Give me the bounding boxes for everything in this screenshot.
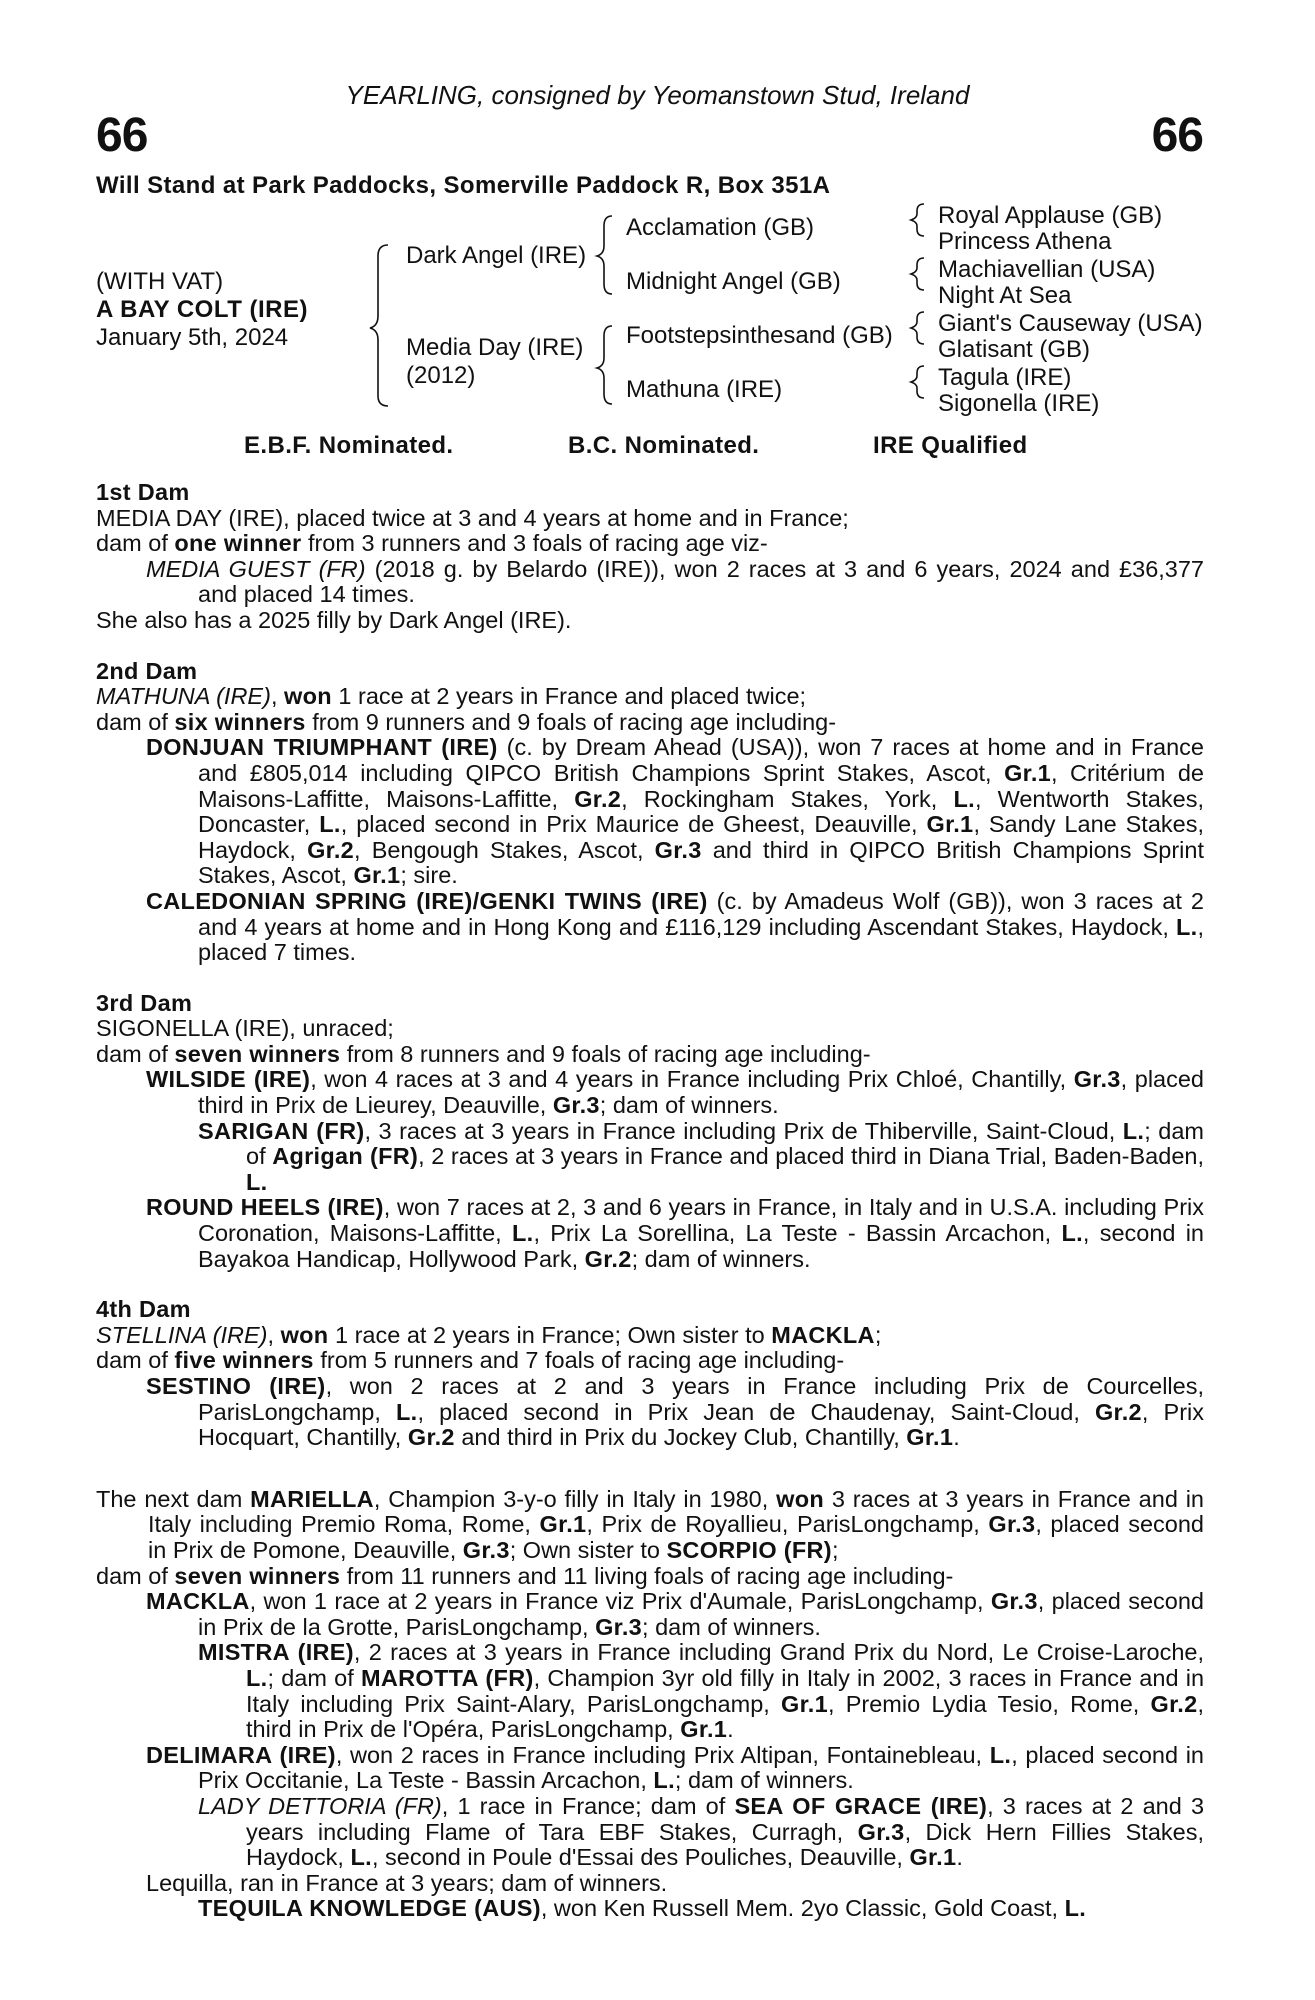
horse-name: A BAY COLT (IRE) (96, 296, 309, 323)
grade: L. (989, 1741, 1012, 1768)
first-dam-heading: 1st Dam (96, 479, 190, 505)
text: , placed second in Prix Jean de Chaudenay, Saint-Cloud, (417, 1398, 1095, 1425)
horse-name: SEA OF GRACE (IRE) (734, 1792, 988, 1819)
text: , placed second in Prix de la Grotte, ParisLongchamp, (198, 1588, 1204, 1640)
produce-record-media-guest (96, 557, 1204, 608)
text: (c. by Dream Ahead (USA)), won 7 races at home and in France and £805,014 including QIPCO British Champions Sprint Stakes, Ascot, (198, 734, 1204, 786)
grade: Gr.2 (307, 836, 355, 863)
text: , Bengough Stakes, Ascot, (354, 836, 655, 863)
text: , 2 races at 3 years in France and placed third in Diana Trial, Baden-Baden, (418, 1143, 1204, 1170)
text: , Champion 3-y-o filly in Italy in 1980, (373, 1485, 777, 1512)
horse-name: ROUND HEELS (IRE) (146, 1194, 384, 1221)
third-dam-line: SIGONELLA (IRE), unraced; (96, 1015, 394, 1042)
text: , won 4 races at 3 and 4 years in France including Prix Chloé, Chantilly, (310, 1066, 1074, 1093)
text: , placed 7 times. (198, 913, 1204, 966)
ss-sire: Royal Applause (GB) (938, 202, 1163, 229)
produce-record-caledonian-spring (96, 889, 1204, 966)
text: , Sandy Lane Stakes, Haydock, (198, 811, 1204, 863)
pedigree-brackets (0, 0, 1315, 440)
text: and third in QIPCO British Champions Sprint Stakes, Ascot, (198, 836, 1204, 889)
text: dam of (96, 1562, 175, 1589)
dam-sire: Footstepsinthesand (GB) (626, 322, 893, 349)
dd-dam: Sigonella (IRE) (938, 390, 1100, 417)
dam: Media Day (IRE) (406, 334, 584, 361)
produce-record-sarigan (96, 1119, 1204, 1196)
second-dam-section (96, 659, 1204, 966)
grade: L. (246, 1664, 268, 1691)
grade: Gr.1 (353, 862, 401, 889)
next-dam-paragraph (96, 1487, 1204, 1564)
horse-name: DONJUAN TRIUMPHANT (IRE) (146, 734, 498, 761)
grade: L. (1175, 913, 1198, 940)
text: , 3 races at 3 years in France including Prix de Thiberville, Saint-Cloud, (364, 1117, 1123, 1144)
grade: Gr.1 (909, 1844, 957, 1871)
grade: Gr.1 (680, 1716, 728, 1743)
text: , (267, 1321, 281, 1348)
horse-name: DELIMARA (IRE) (146, 1741, 336, 1768)
grade: Gr.3 (1073, 1066, 1121, 1093)
grade: L. (319, 811, 341, 838)
text: from 5 runners and 7 foals of racing age including- (313, 1347, 845, 1374)
produce-record-tequila-knowledge (96, 1896, 1204, 1922)
fourth-dam-line (96, 1323, 1204, 1349)
text: , second in Bayakoa Handicap, Hollywood Park, (198, 1220, 1204, 1272)
stand-location: Will Stand at Park Paddocks, Somerville Paddock R, Box 351A (96, 172, 831, 199)
text: ; dam of winners. (631, 1245, 811, 1272)
grade: L. (246, 1168, 268, 1195)
text: , 3 races at 2 and 3 years including Flame of Tara EBF Stakes, Curragh, (246, 1792, 1205, 1845)
text: dam of (96, 708, 175, 735)
text: , placed third in Prix de Lieurey, Deauville, (198, 1066, 1204, 1119)
text: . (953, 1424, 960, 1451)
horse-name: MACKLA (771, 1321, 875, 1348)
grade: L. (1061, 1220, 1083, 1247)
horse-name: MARIELLA (250, 1485, 374, 1512)
lot-number-left: 66 (96, 109, 148, 162)
text: , Prix Hocquart, Chantilly, (198, 1398, 1204, 1451)
text: from 11 runners and 11 living foals of racing age including- (340, 1562, 954, 1589)
text: The next dam (96, 1485, 251, 1512)
grade: Gr.2 (584, 1245, 632, 1272)
text-bold: won (280, 1321, 329, 1348)
text: ; sire. (400, 862, 458, 889)
text: , Critérium de Maisons-Laffitte, Maisons-Laffitte, (198, 759, 1204, 812)
text: from 9 runners and 9 foals of racing age including- (305, 708, 837, 735)
text: , placed second in Prix Maurice de Gheest, Deauville, (340, 811, 927, 838)
next-dam-produce-summary (96, 1564, 1204, 1590)
produce-record-donjuan-triumphant (96, 735, 1204, 889)
text: . (727, 1716, 734, 1743)
vat-note: (WITH VAT) (96, 268, 224, 295)
text: dam of (96, 1347, 175, 1374)
bc-nomination: B.C. Nominated. (568, 432, 760, 459)
bracket-ds (911, 312, 924, 344)
horse-name: SARIGAN (FR) (198, 1117, 365, 1144)
bracket-main (370, 245, 388, 406)
fourth-dam-produce-summary (96, 1348, 1204, 1374)
text: , third in Prix de l'Opéra, ParisLongchamp, (246, 1690, 1204, 1743)
third-dam-section (96, 991, 1204, 1273)
horse-name: SCORPIO (FR) (666, 1536, 832, 1563)
text: and third in Prix du Jockey Club, Chantilly, (454, 1424, 907, 1451)
fourth-dam-section (96, 1297, 1204, 1451)
text: , 2 races at 3 years in France including Grand Prix du Nord, Le Croise-Laroche, (353, 1639, 1204, 1666)
horse-name: LADY DETTORIA (FR) (198, 1792, 442, 1819)
text: , won 1 race at 2 years in France viz Prix d'Aumale, ParisLongchamp, (249, 1588, 991, 1615)
sire-sire: Acclamation (GB) (626, 214, 815, 241)
grade: L. (953, 785, 975, 812)
text: from 3 runners and 3 foals of racing age viz- (301, 530, 768, 557)
text: , Champion 3yr old filly in Italy in 2002, 3 races in France and in Italy including Prix Saint-Alary, ParisLongchamp, (246, 1664, 1205, 1717)
text: ; dam of (267, 1664, 361, 1691)
grade: Gr.1 (906, 1424, 954, 1451)
text: dam of (96, 530, 175, 557)
text: , won 2 races in France including Prix Altipan, Fontainebleau, (335, 1741, 990, 1768)
produce-record-mackla (96, 1589, 1204, 1640)
winner-count: one winner (174, 530, 302, 557)
horse-name: MAROTTA (FR) (360, 1664, 534, 1691)
text: , (270, 683, 284, 710)
text: ; dam of winners. (599, 1092, 779, 1119)
horse-dob: January 5th, 2024 (96, 324, 289, 351)
ds-sire: Giant's Causeway (USA) (938, 310, 1203, 337)
sd-sire: Machiavellian (USA) (938, 256, 1156, 283)
grade: Gr.1 (926, 811, 974, 838)
dd-sire: Tagula (IRE) (938, 364, 1072, 391)
grade: Gr.3 (654, 836, 702, 863)
text: , placed second in Prix de Pomone, Deauville, (148, 1511, 1204, 1563)
grade: L. (395, 1398, 418, 1425)
horse-name: MATHUNA (IRE) (96, 683, 271, 710)
grade: Gr.1 (1004, 759, 1052, 786)
text: from 8 runners and 9 foals of racing age including- (340, 1040, 871, 1067)
first-dam-produce-summary (96, 531, 1204, 557)
text: ; (874, 1321, 882, 1348)
sire: Dark Angel (IRE) (406, 242, 587, 269)
horse-name: WILSIDE (IRE) (146, 1066, 311, 1093)
second-dam-produce-summary (96, 710, 1204, 736)
horse-name: SESTINO (IRE) (146, 1373, 326, 1399)
text: , 1 race in France; dam of (441, 1792, 735, 1819)
text: , Prix La Sorellina, La Teste - Bassin Arcachon, (533, 1220, 1062, 1247)
grade: Gr.3 (595, 1613, 643, 1640)
text: , won Ken Russell Mem. 2yo Classic, Gold Coast, (540, 1895, 1065, 1922)
dam-dam: Mathuna (IRE) (626, 376, 783, 403)
winner-count: five winners (174, 1347, 314, 1374)
grade: Gr.2 (407, 1424, 455, 1451)
third-dam-produce-summary (96, 1042, 1204, 1068)
first-dam-section (96, 480, 1204, 634)
grade: L. (1064, 1895, 1087, 1922)
horse-name: STELLINA (IRE) (96, 1321, 268, 1348)
grade: Gr.1 (781, 1690, 828, 1717)
second-dam-heading: 2nd Dam (96, 657, 198, 684)
text: ; (831, 1536, 839, 1563)
first-dam-line: MEDIA DAY (IRE), placed twice at 3 and 4 years at home and in France; (96, 504, 849, 531)
grade: L. (653, 1767, 675, 1794)
produce-record-lequilla: Lequilla, ran in France at 3 years; dam of winners. (146, 1869, 668, 1896)
sd-dam: Night At Sea (938, 282, 1072, 309)
grade: Gr.3 (988, 1511, 1036, 1538)
dam-year: (2012) (406, 362, 476, 389)
next-dam-section (96, 1487, 1204, 1922)
text: ; dam of (246, 1117, 1204, 1170)
text: (c. by Amadeus Wolf (GB)), won 3 races at 2 and 4 years at home and in Hong Kong and £116,129 including Ascendant Stakes, Haydock, (198, 887, 1204, 940)
produce-record-wilside (96, 1067, 1204, 1118)
horse-name: Agrigan (FR) (272, 1143, 419, 1170)
bracket-dam (597, 326, 612, 404)
bracket-ss (911, 204, 924, 236)
ds-dam: Glatisant (GB) (938, 336, 1091, 363)
text: ; Own sister to (509, 1536, 667, 1563)
sire-dam: Midnight Angel (GB) (626, 268, 841, 295)
winner-count: seven winners (174, 1562, 341, 1589)
first-dam-note: She also has a 2025 filly by Dark Angel (IRE). (96, 606, 572, 633)
catalogue-body (96, 480, 1204, 1922)
produce-record-delimara (96, 1743, 1204, 1794)
bracket-sd (911, 258, 924, 290)
ss-dam: Princess Athena (938, 228, 1112, 255)
produce-record-round-heels (96, 1195, 1204, 1272)
second-dam-line (96, 684, 1204, 710)
text: ; dam of winners. (674, 1767, 854, 1794)
horse-name: MACKLA (146, 1588, 250, 1615)
text: , placed second in Prix Occitanie, La Teste - Bassin Arcachon, (198, 1741, 1204, 1794)
text: ; dam of winners. (642, 1613, 821, 1640)
grade: L. (1122, 1117, 1145, 1144)
bracket-dd (911, 366, 924, 398)
text: . (956, 1844, 963, 1871)
text: , Dick Hern Fillies Stakes, Haydock, (246, 1818, 1204, 1871)
horse-name: MISTRA (IRE) (198, 1639, 354, 1666)
fourth-dam-heading: 4th Dam (96, 1296, 191, 1323)
text: 3 races at 3 years in France and in Italy including Premio Roma, Rome, (148, 1485, 1204, 1538)
text: , Wentworth Stakes, Doncaster, (198, 785, 1204, 838)
text: , Prix de Royallieu, ParisLongchamp, (586, 1511, 989, 1538)
text-bold: won (284, 683, 332, 710)
grade: Gr.1 (539, 1511, 587, 1538)
grade: Gr.2 (574, 785, 622, 812)
grade: L. (350, 1844, 372, 1871)
text-bold: won (776, 1485, 824, 1512)
ire-qualified: IRE Qualified (873, 432, 1028, 459)
horse-name: MEDIA GUEST (FR) (146, 555, 366, 582)
text: , second in Poule d'Essai des Pouliches, Deauville, (371, 1844, 910, 1871)
text: , Premio Lydia Tesio, Rome, (827, 1690, 1151, 1717)
produce-record-mistra (96, 1640, 1204, 1742)
produce-record-lady-dettoria (96, 1794, 1204, 1871)
winner-count: six winners (174, 708, 306, 735)
grade: Gr.3 (462, 1536, 510, 1563)
horse-name: CALEDONIAN SPRING (IRE)/GENKI TWINS (IRE) (146, 887, 708, 914)
consignment-line: YEARLING, consigned by Yeomanstown Stud, Ireland (345, 80, 970, 110)
ebf-nomination: E.B.F. Nominated. (244, 432, 454, 459)
grade: Gr.3 (857, 1818, 905, 1845)
grade: Gr.2 (1094, 1398, 1142, 1425)
grade: Gr.2 (1150, 1690, 1198, 1717)
bracket-sire (597, 216, 612, 294)
grade: Gr.3 (990, 1588, 1038, 1615)
text: , won 2 races at 2 and 3 years in France including Prix de Courcelles, ParisLongchamp, (198, 1373, 1204, 1425)
grade: L. (511, 1220, 534, 1247)
produce-record-sestino (96, 1374, 1204, 1451)
text: (2018 g. by Belardo (IRE)), won 2 races at 3 and 6 years, 2024 and £36,377 and placed 14 times. (198, 555, 1204, 608)
third-dam-heading: 3rd Dam (96, 989, 193, 1016)
horse-name: TEQUILA KNOWLEDGE (AUS) (198, 1895, 541, 1922)
text: 1 race at 2 years in France; Own sister to (328, 1321, 772, 1348)
lot-number-right: 66 (1151, 109, 1203, 162)
text: , Rockingham Stakes, York, (621, 785, 954, 812)
text: dam of (96, 1040, 175, 1067)
text: 1 race at 2 years in France and placed twice; (331, 683, 807, 710)
winner-count: seven winners (174, 1040, 341, 1067)
text: , won 7 races at 2, 3 and 6 years in France, in Italy and in U.S.A. including Prix Coronation, Maisons-Laffitte, (198, 1194, 1204, 1247)
grade: Gr.3 (552, 1092, 600, 1119)
